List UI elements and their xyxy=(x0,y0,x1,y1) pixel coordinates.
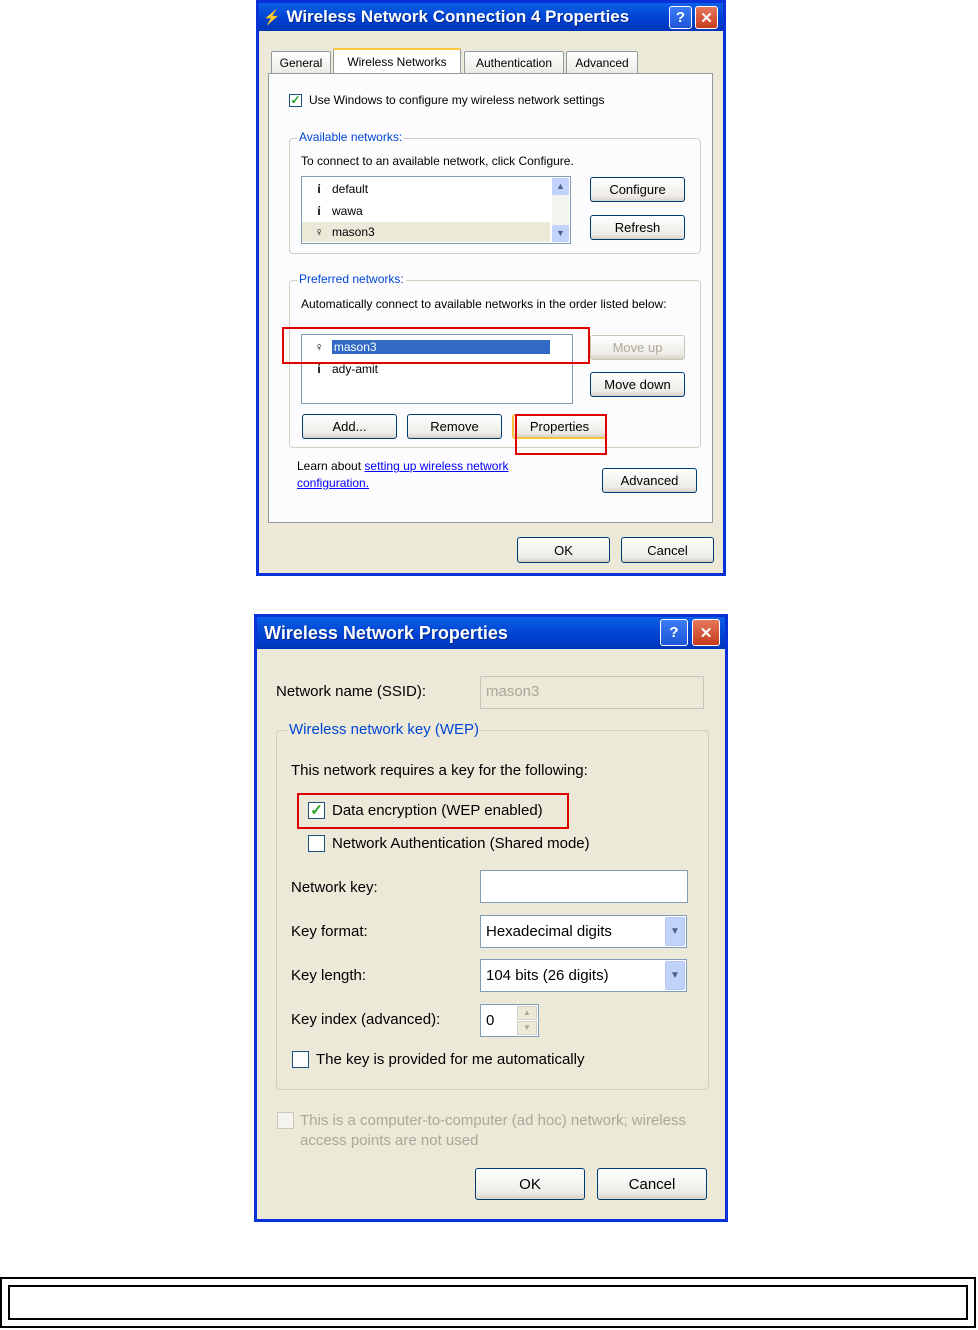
secure-antenna-icon: ♀ xyxy=(314,225,324,239)
network-auth-checkbox[interactable] xyxy=(308,835,325,852)
caption-frame xyxy=(0,1277,976,1328)
add-button[interactable]: Add... xyxy=(302,414,397,439)
network-auth-label: Network Authentication (Shared mode) xyxy=(332,835,590,852)
learn-prefix: Learn about xyxy=(297,459,365,473)
secure-antenna-icon: ♀ xyxy=(314,340,324,354)
highlight-box xyxy=(515,414,607,455)
key-length-select[interactable] xyxy=(480,959,687,992)
chevron-down-icon[interactable]: ▼ xyxy=(665,917,685,946)
refresh-button[interactable]: Refresh xyxy=(590,215,685,240)
scroll-down-icon[interactable]: ▼ xyxy=(552,225,569,242)
caption-inner-frame xyxy=(8,1285,968,1320)
network-key-field[interactable] xyxy=(480,870,688,903)
ok-button[interactable]: OK xyxy=(517,537,610,563)
key-format-value: Hexadecimal digits xyxy=(486,923,612,940)
scrollbar[interactable] xyxy=(552,178,569,242)
dialog-title: Wireless Network Connection 4 Properties xyxy=(286,7,630,26)
auto-key-label: The key is provided for me automatically xyxy=(316,1051,585,1068)
dialog-title: Wireless Network Properties xyxy=(264,622,508,643)
tab-general[interactable]: General xyxy=(271,51,331,73)
list-item[interactable] xyxy=(302,222,550,242)
data-encryption-checkbox[interactable]: ✓ xyxy=(308,802,325,819)
auto-key-checkbox[interactable] xyxy=(292,1051,309,1068)
antenna-icon: ί xyxy=(317,182,321,196)
available-networks-label: Available networks: xyxy=(299,130,403,144)
wireless-network-properties-dialog xyxy=(254,614,728,1222)
remove-button[interactable]: Remove xyxy=(407,414,502,439)
connection-properties-dialog xyxy=(256,0,726,576)
antenna-icon: ί xyxy=(317,362,321,376)
tab-panel xyxy=(268,73,713,523)
network-name: mason3 xyxy=(332,225,375,239)
requires-text: This network requires a key for the following: xyxy=(291,762,588,779)
key-length-value: 104 bits (26 digits) xyxy=(486,967,609,984)
properties-button[interactable]: Properties xyxy=(512,414,607,439)
close-button[interactable]: ✕ xyxy=(695,6,718,29)
antenna-icon: ί xyxy=(317,204,321,218)
key-length-label: Key length: xyxy=(291,967,367,984)
adhoc-checkbox[interactable] xyxy=(277,1112,294,1129)
chevron-down-icon[interactable]: ▼ xyxy=(665,961,685,990)
spin-up-icon[interactable]: ▲ xyxy=(517,1006,537,1020)
available-networks-list[interactable] xyxy=(301,176,571,244)
ssid-label: Network name (SSID): xyxy=(276,683,427,700)
network-key-label: Network key: xyxy=(291,879,378,896)
configuration-link[interactable]: configuration. xyxy=(297,476,370,490)
help-button[interactable]: ? xyxy=(669,6,692,29)
network-name: mason3 xyxy=(332,340,550,354)
highlight-box xyxy=(282,327,590,364)
network-name: ady-amit xyxy=(332,362,379,376)
preferred-instruction: Automatically connect to available networks in the order listed below: xyxy=(301,297,667,311)
key-index-label: Key index (advanced): xyxy=(291,1011,441,1028)
key-index-value: 0 xyxy=(486,1012,495,1029)
spin-down-icon[interactable]: ▼ xyxy=(517,1021,537,1035)
use-windows-label: Use Windows to configure my wireless network settings xyxy=(309,93,605,107)
move-up-button[interactable]: Move up xyxy=(590,335,685,360)
key-index-stepper[interactable] xyxy=(480,1004,539,1037)
highlight-box xyxy=(297,793,569,829)
tab-authentication[interactable]: Authentication xyxy=(464,51,564,73)
ok-button[interactable]: OK xyxy=(475,1168,585,1200)
close-button[interactable]: ✕ xyxy=(692,619,720,646)
move-down-button[interactable]: Move down xyxy=(590,372,685,397)
setup-link[interactable]: setting up wireless network xyxy=(364,459,509,473)
wep-group-label: Wireless network key (WEP) xyxy=(289,721,480,738)
preferred-networks-label: Preferred networks: xyxy=(299,272,404,286)
key-format-select[interactable] xyxy=(480,915,687,948)
use-windows-checkbox[interactable]: ✓ xyxy=(290,93,301,107)
title-bar[interactable] xyxy=(257,617,725,649)
tab-advanced[interactable]: Advanced xyxy=(566,51,638,73)
tab-wireless-networks[interactable]: Wireless Networks xyxy=(333,48,461,74)
network-name: default xyxy=(332,182,369,196)
scroll-up-icon[interactable]: ▲ xyxy=(552,178,569,195)
cancel-button[interactable]: Cancel xyxy=(597,1168,707,1200)
adhoc-line-2: access points are not used xyxy=(300,1132,479,1149)
ssid-value: mason3 xyxy=(486,683,540,700)
advanced-button[interactable]: Advanced xyxy=(602,468,697,493)
list-item[interactable] xyxy=(302,179,550,199)
adhoc-label xyxy=(300,1111,686,1151)
list-item[interactable] xyxy=(302,201,550,221)
configure-button[interactable]: Configure xyxy=(590,177,685,202)
adhoc-line-1: This is a computer-to-computer (ad hoc) network; wireless xyxy=(300,1112,686,1129)
cancel-button[interactable]: Cancel xyxy=(621,537,714,563)
data-encryption-label: Data encryption (WEP enabled) xyxy=(332,802,543,819)
ssid-field[interactable] xyxy=(480,676,704,709)
network-name: wawa xyxy=(332,204,363,218)
available-instruction: To connect to an available network, click Configure. xyxy=(301,154,574,168)
help-button[interactable]: ? xyxy=(660,619,688,646)
key-format-label: Key format: xyxy=(291,923,368,940)
network-connection-icon: ⚡ xyxy=(263,8,281,25)
learn-about-text xyxy=(297,458,508,492)
title-bar[interactable] xyxy=(259,3,723,31)
